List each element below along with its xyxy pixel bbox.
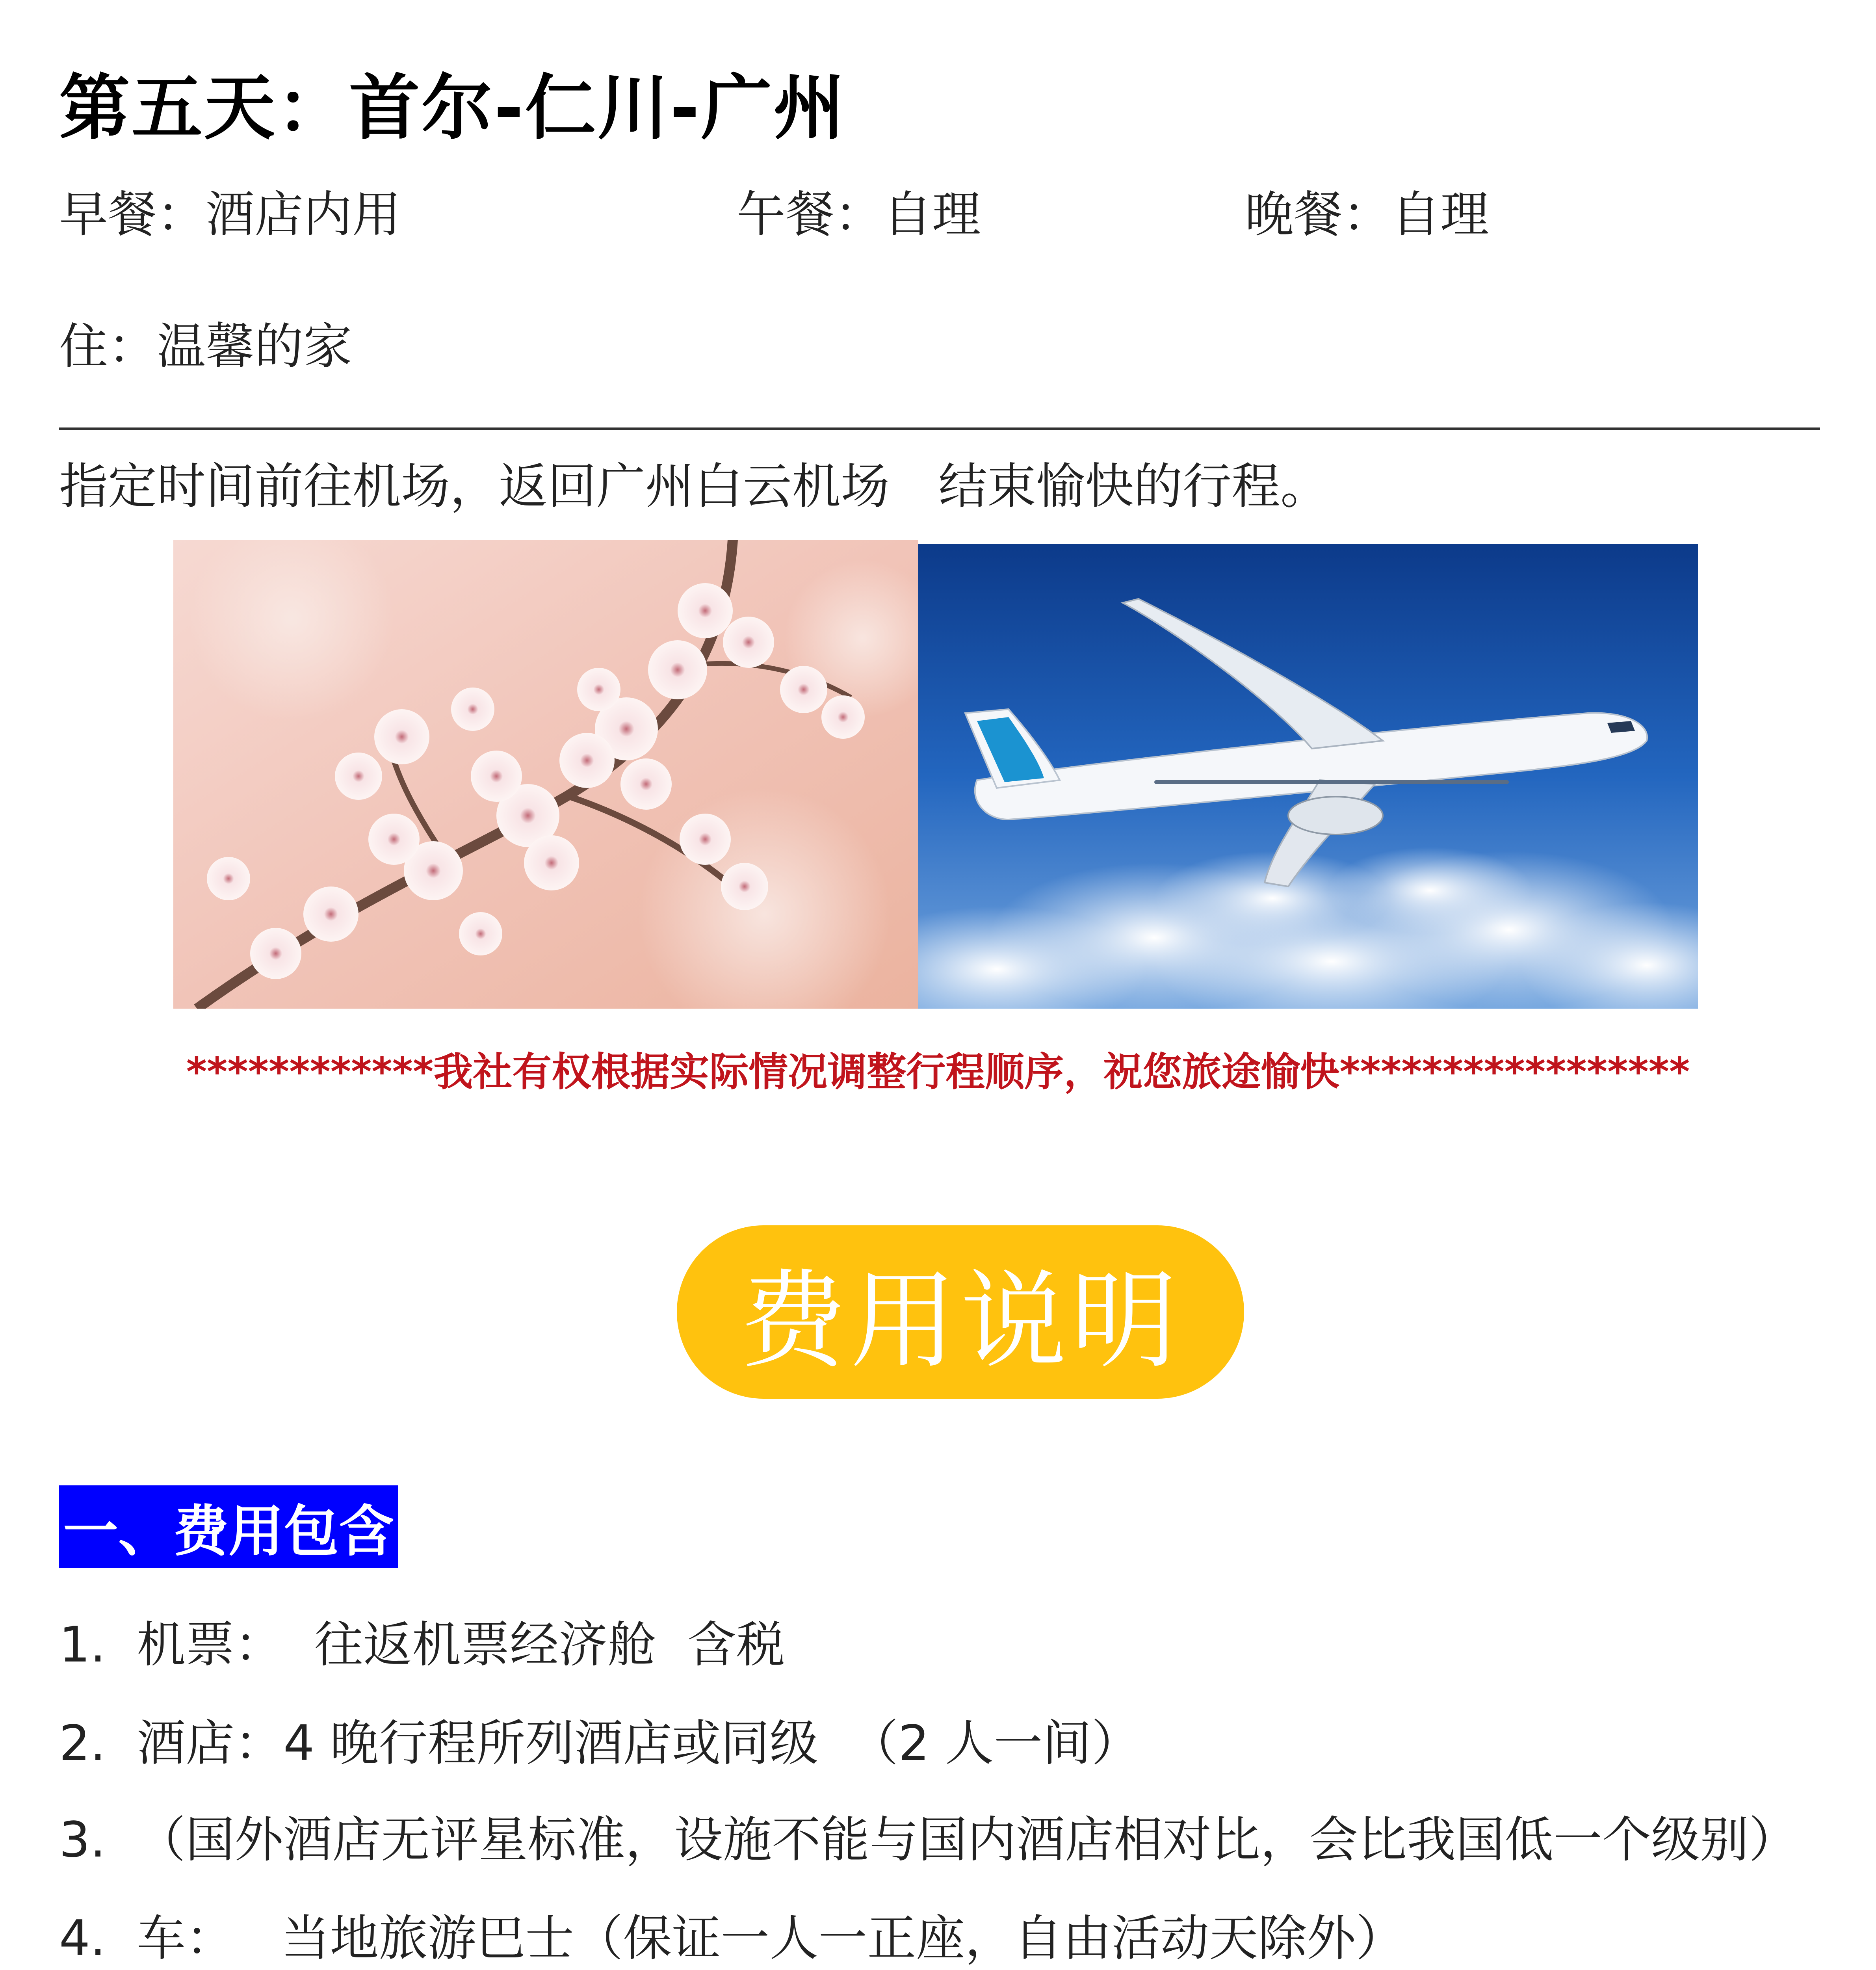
airplane-photo xyxy=(918,544,1698,1009)
included-item: 4. 车： 当地旅游巴士（保证一人一正座，自由活动天除外） xyxy=(59,1910,1405,1967)
dinner-info: 晚餐：自理 xyxy=(1245,186,1490,243)
day-description: 指定时间前往机场，返回广州白云机场 结束愉快的行程。 xyxy=(59,458,1330,515)
included-item: 1. 机票： 往返机票经济舱 含税 xyxy=(59,1617,785,1673)
day-title: 第五天：首尔-仁川-广州 xyxy=(59,67,846,149)
included-item: 3. （国外酒店无评星标准，设施不能与国内酒店相对比，会比我国低一个级别） xyxy=(59,1812,1798,1868)
section-included-heading: 一、费用包含 xyxy=(59,1485,398,1568)
included-item: 2. 酒店：4 晚行程所列酒店或同级 （2 人一间） xyxy=(59,1715,1140,1772)
cost-heading-badge xyxy=(677,1225,1244,1399)
itinerary-notice: ************我社有权根据实际情况调整行程顺序，祝您旅途愉快***************** xyxy=(186,1049,1690,1095)
cherry-blossom-photo xyxy=(173,540,918,1009)
lunch-info: 午餐：自理 xyxy=(737,186,981,243)
breakfast-info: 早餐：酒店内用 xyxy=(59,186,401,243)
cost-heading: 费用说明 xyxy=(740,1259,1181,1383)
stay-info: 住：温馨的家 xyxy=(59,318,353,375)
divider xyxy=(59,427,1820,430)
